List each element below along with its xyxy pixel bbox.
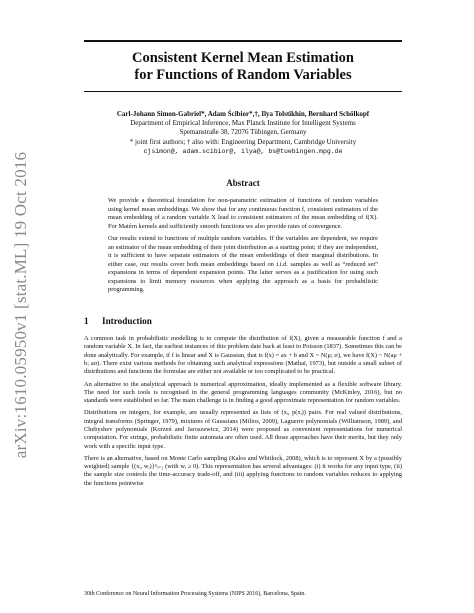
intro-paragraph-4: There is an alternative, based on Monte Carlo sampling (Kalos and Whitlock, 2008), which is to represent X by a (possibly weighted) sample {(xᵢ, wᵢ)}ⁿᵢ₌₁ (with wᵢ ≥ 0). This representation has several advantages: (i) it works for any input type, (ii) the sample size controls the time-accuracy trade-off, and (iii) applying functions to random variables reduces to applying the functions pointwise (84, 454, 402, 487)
title-top-rule (84, 40, 402, 42)
title-bottom-rule (84, 91, 402, 92)
abstract-paragraph-2: Our results extend to functions of multiple random variables. If the variables are dependent, we require an estimator of the mean embedding of their joint distribution as a starting point; if they are independent, it is sufficient to have separate estimators of the mean embeddings of their marginal distributions. In either case, our results cover both mean embeddings based on i.i.d. samples as well as “reduced set” expansions in terms of dependent expansion points. The latter serves as a justification for using such expansions to limit memory resources when applying the approach as a basis for probabilistic programming. (108, 235, 378, 294)
address: Spemanstraße 38, 72076 Tübingen, Germany (179, 128, 307, 137)
abstract-heading: Abstract (226, 178, 260, 189)
intro-body (84, 335, 402, 488)
arxiv-stamp-text: arXiv:1610.05950v1 [stat.ML] 19 Oct 2016 (11, 151, 30, 459)
section-title: Introduction (102, 316, 152, 327)
paper-title (84, 50, 402, 84)
affiliation: Department of Empirical Inference, Max Planck Institute for Intelligent Systems (130, 119, 356, 128)
section-number: 1 (84, 316, 89, 327)
arxiv-stamp (8, 10, 34, 600)
title-line-2: for Functions of Random Variables (134, 67, 352, 83)
abstract-body (108, 197, 378, 295)
conference-footer: 30th Conference on Neural Information Processing Systems (NIPS 2016), Barcelona, Spain. (84, 591, 306, 597)
title-line-1: Consistent Kernel Mean Estimation (132, 50, 354, 66)
author-emails: cjsimon@, adam.scibior@, ilya@, bs@tuebingen.mpg.de (143, 147, 343, 155)
intro-paragraph-3: Distributions on integers, for example, are usually represented as lists of (xᵢ, p(xᵢ)) pairs. For real valued distributions, integral transforms (Springer, 1979), mixtures of Gaussians (Milios, 2009), Laguerre polynomials (Williamson, 1989), and Chebyshev polynomials (Korzeń and Jaroszewicz, 2014) were proposed as convenient representations for numerical computation. For strings, probabilistic finite automata are often used. All those approaches have their merits, but they only work with a specific input type. (84, 409, 402, 450)
intro-paragraph-2: An alternative to the analytical approach is numerical approximation, ideally implemented as a flexible software library. The need for such tools is recognised in the general programming languages community (McKinley, 2016), but no standards were established so far. The main challenge is in finding a good approximate representation for random variables. (84, 380, 402, 405)
author-block (84, 110, 402, 156)
abstract-paragraph-1: We provide a theoretical foundation for non-parametric estimation of functions of random variables using kernel mean embeddings. We show that for any continuous function f, consistent estimators of the mean embedding of a random variable X lead to consistent estimators of the mean embedding of f(X). For Matérn kernels and sufficiently smooth functions we also provide rates of convergence. (108, 197, 378, 230)
author-names: Carl-Johann Simon-Gabriel*, Adam Ścibior*,†, Ilya Tolstikhin, Bernhard Schölkopf (116, 110, 370, 118)
author-note: * joint first authors; † also with: Engineering Department, Cambridge University (129, 137, 357, 146)
intro-paragraph-1: A common task in probabilistic modelling is to compute the distribution of f(X), given a measurable function f and a random variable X. In fact, the earliest instances of this problem date back at least to Poisson (1837). Sometimes this can be done analytically. For example, if f is linear and X is Gaussian, that is f(x) = ax + b and X ~ N(μ; σ), we have f(X) ~ N(aμ + b; aσ). There exist various methods for obtaining such analytical expressions (Mathai, 1973), but outside a small subset of distributions and functions the formulae are either not available or too complicated to be practical. (84, 335, 402, 376)
paper-page (84, 40, 402, 492)
section-heading (84, 316, 402, 326)
